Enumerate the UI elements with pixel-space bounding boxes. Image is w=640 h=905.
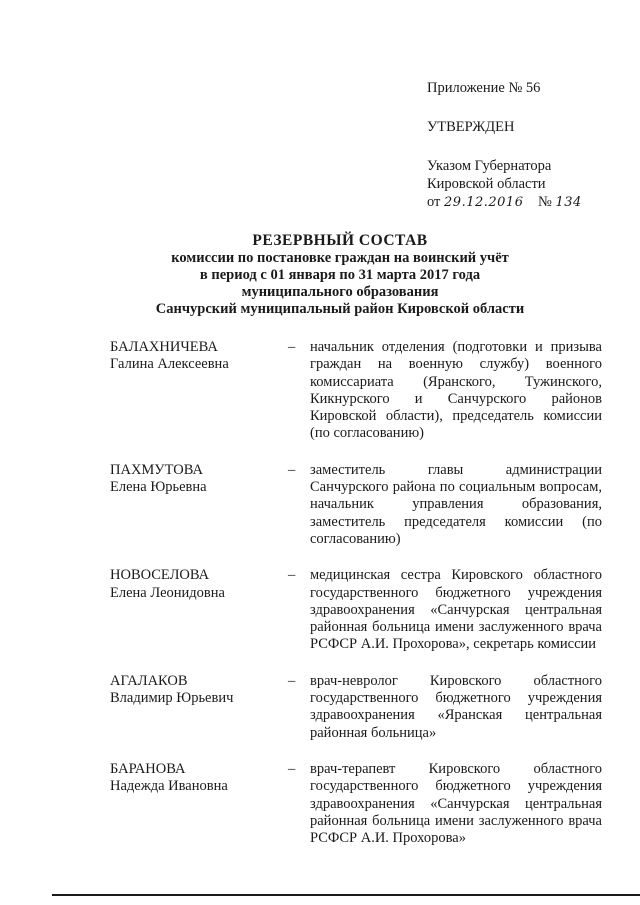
member-dash: – bbox=[288, 567, 296, 584]
member-surname: ПАХМУТОВА bbox=[110, 461, 203, 478]
member-person bbox=[110, 567, 288, 653]
member-name: Елена Юрьевна bbox=[110, 479, 207, 496]
number-prefix: № bbox=[537, 194, 552, 210]
member-dash: – bbox=[288, 760, 296, 777]
member-entry bbox=[110, 462, 602, 548]
member-name: Надежда Ивановна bbox=[110, 778, 228, 795]
member-dash: – bbox=[288, 339, 296, 355]
title-line-2: в период с 01 января по 31 марта 2017 года bbox=[199, 267, 481, 283]
member-surname: БАРАНОВА bbox=[110, 760, 186, 777]
member-role: врач-терапевт Кировского областного государственного бюджетного учреждения здравоохранения «Санчурская центральная районная больница имени заслуженного врача РСФСР А.И. Прохорова» bbox=[310, 760, 602, 847]
member-entry bbox=[110, 339, 602, 443]
approved-label: УТВЕРЖДЕН bbox=[427, 119, 515, 135]
appendix-number: Приложение № 56 bbox=[427, 80, 541, 96]
decree-line-1: Указом Губернатора bbox=[427, 158, 552, 174]
member-role: медицинская сестра Кировского областного государственного бюджетного учреждения здравоохранения «Санчурская центральная районная больница имени заслуженного врача РСФСР А.И. Прохорова», секретарь комиссии bbox=[310, 567, 602, 653]
member-name: Владимир Юрьевич bbox=[110, 690, 234, 707]
member-dash: – bbox=[288, 461, 296, 478]
member-surname: АГАЛАКОВ bbox=[110, 672, 188, 689]
member-role: начальник отделения (подготовки и призыва граждан на военную службу) военного комиссариата (Яранского, Тужинского, Кикнурского и Санчурского районов Кировской области), председатель комиссии (по согласованию) bbox=[310, 339, 602, 442]
member-person bbox=[110, 462, 288, 548]
member-dash: – bbox=[288, 672, 296, 689]
bottom-divider bbox=[52, 894, 640, 896]
title-line-3: муниципального образования bbox=[241, 284, 439, 300]
document-title bbox=[40, 232, 640, 318]
decree-date-line bbox=[427, 193, 627, 212]
handwritten-date: 29.12.2016 bbox=[444, 195, 524, 210]
member-role: заместитель главы администрации Санчурского района по социальным вопросам, начальник управления образования, заместитель председателя комиссии (по согласованию) bbox=[310, 461, 602, 547]
member-name: Галина Алексеевна bbox=[110, 356, 229, 373]
member-entry bbox=[110, 567, 602, 653]
member-name: Елена Леонидовна bbox=[110, 584, 225, 601]
title-main: РЕЗЕРВНЫЙ СОСТАВ bbox=[252, 232, 428, 249]
handwritten-number: 134 bbox=[555, 195, 582, 210]
decree-line-2: Кировской области bbox=[427, 176, 546, 192]
member-role: врач-невролог Кировского областного государственного бюджетного учреждения здравоохранения «Яранская центральная районная больница» bbox=[310, 672, 602, 741]
title-line-1: комиссии по постановке граждан на воинский учёт bbox=[171, 250, 509, 266]
member-person bbox=[110, 761, 288, 847]
member-list bbox=[110, 339, 602, 866]
member-surname: НОВОСЕЛОВА bbox=[110, 567, 210, 584]
member-surname: БАЛАХНИЧЕВА bbox=[110, 339, 218, 355]
member-person bbox=[110, 339, 288, 443]
date-prefix: от bbox=[427, 194, 441, 210]
member-entry bbox=[110, 673, 602, 742]
member-entry bbox=[110, 761, 602, 847]
member-person bbox=[110, 673, 288, 742]
approval-block bbox=[427, 79, 627, 212]
title-line-4: Санчурский муниципальный район Кировской области bbox=[155, 301, 525, 317]
